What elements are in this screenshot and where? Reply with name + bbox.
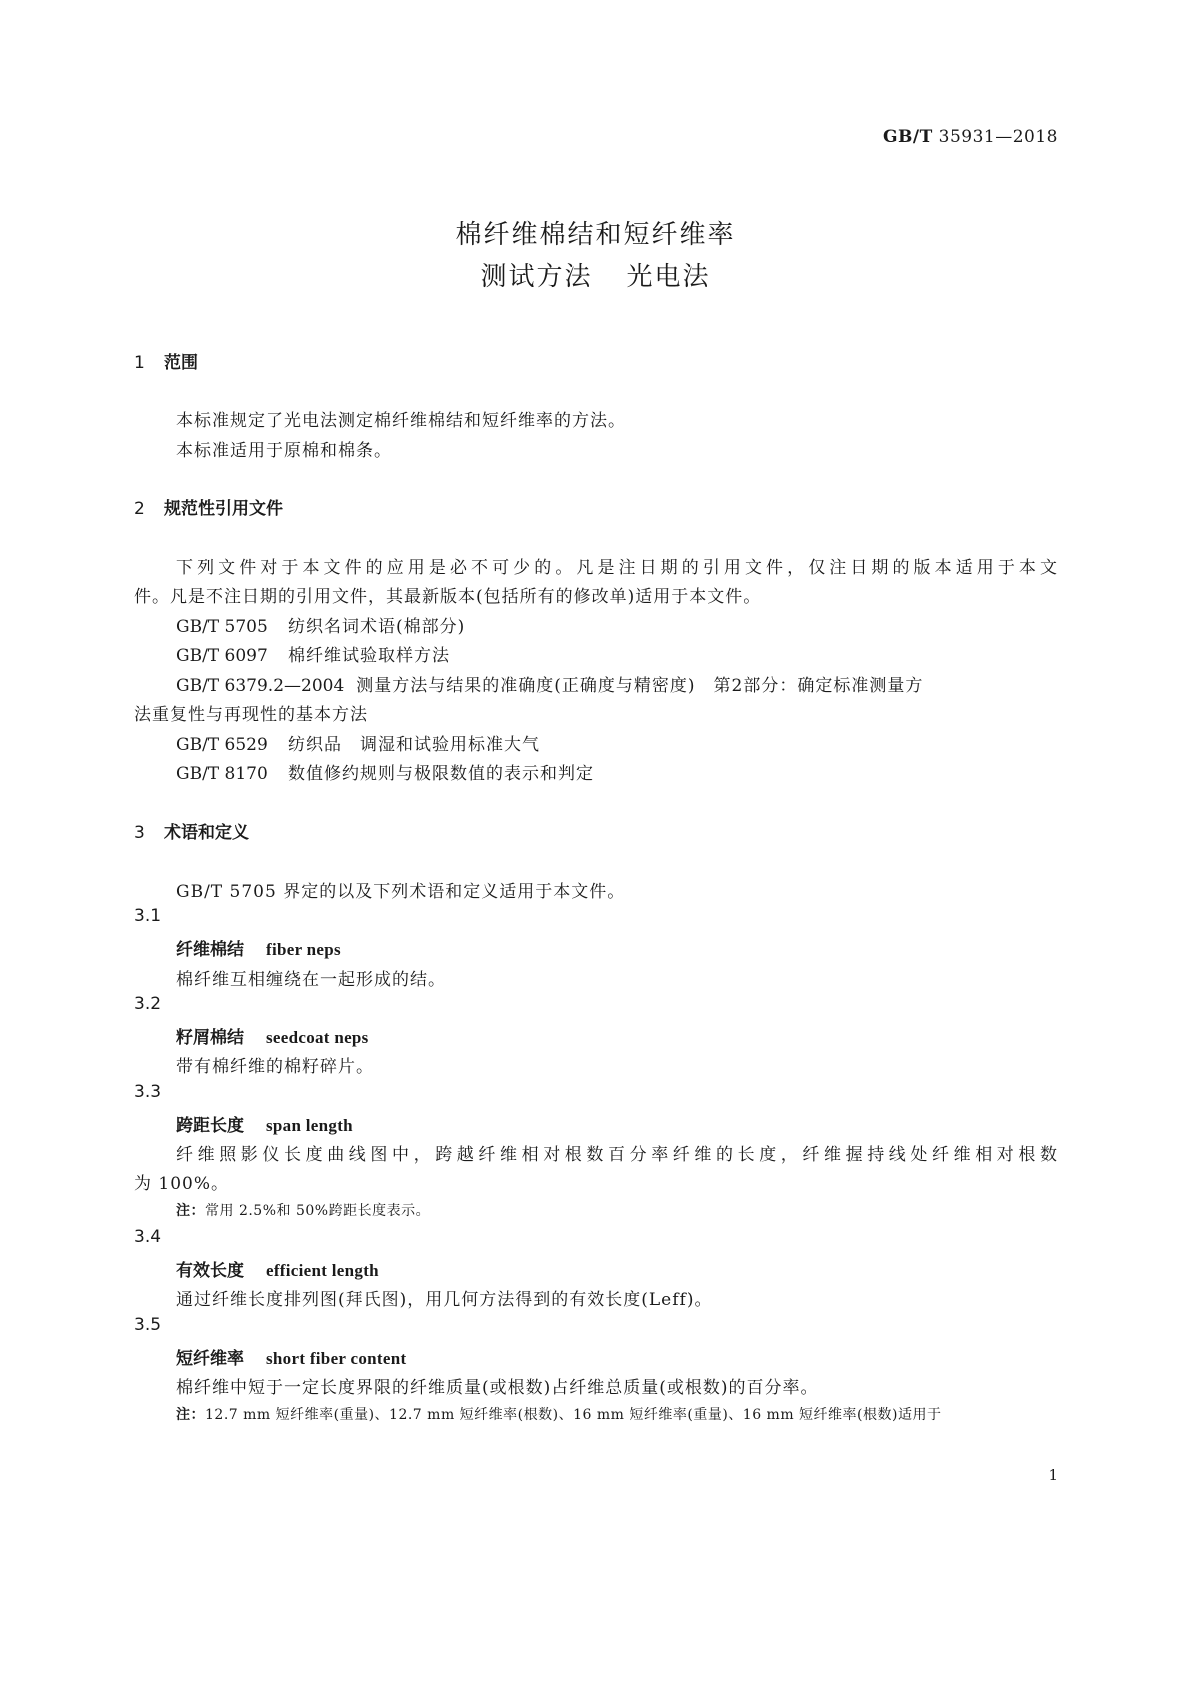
document-title-line2 <box>0 256 1191 293</box>
section-title: 规范性引用文件 <box>164 499 283 519</box>
term-zh: 有效长度 <box>176 1261 244 1281</box>
section-2-heading <box>134 494 283 519</box>
section-number: 1 <box>134 353 145 373</box>
section-3-heading <box>134 818 249 843</box>
s1-paragraph-1: 本标准规定了光电法测定棉纤维棉结和短纤维率的方法。 <box>176 411 626 431</box>
term-heading <box>176 1111 353 1136</box>
term-en: short fiber content <box>266 1349 407 1368</box>
reference-code: GB/T 6529 <box>176 735 268 755</box>
standard-code-prefix: GB/T <box>883 127 933 147</box>
reference-code: GB/T 6097 <box>176 646 268 666</box>
reference-title: 数值修约规则与极限数值的表示和判定 <box>288 764 594 784</box>
term-definition: 通过纤维长度排列图(拜氏图)，用几何方法得到的有效长度(Leff)。 <box>176 1290 713 1310</box>
section-number: 3 <box>134 823 145 843</box>
term-en: fiber neps <box>266 940 341 959</box>
s2-intro-line-2: 件。凡是不注日期的引用文件，其最新版本(包括所有的修改单)适用于本文件。 <box>134 587 762 607</box>
note-label: 注： <box>176 1407 205 1423</box>
term-heading <box>176 1256 379 1281</box>
term-definition: 带有棉纤维的棉籽碎片。 <box>176 1057 374 1077</box>
document-title-line1: 棉纤维棉结和短纤维率 <box>455 220 736 250</box>
reference-title: 测量方法与结果的准确度(正确度与精密度) 第2部分：确定标准测量方 <box>356 676 924 696</box>
section-title: 术语和定义 <box>164 823 249 843</box>
term-zh: 短纤维率 <box>176 1349 244 1369</box>
term-definition-line-1: 纤维照影仪长度曲线图中，跨越纤维相对根数百分率纤维的长度，纤维握持线处纤维相对根数 <box>176 1145 1058 1165</box>
term-number: 3.2 <box>134 994 162 1014</box>
term-heading <box>176 935 341 960</box>
reference-item <box>176 641 450 666</box>
section-number: 2 <box>134 499 145 519</box>
term-zh: 纤维棉结 <box>176 940 244 960</box>
reference-code: GB/T 8170 <box>176 764 268 784</box>
reference-code: GB/T 6379.2—2004 <box>176 676 345 696</box>
note-label: 注： <box>176 1203 205 1219</box>
reference-code: GB/T 5705 <box>176 617 268 637</box>
term-number: 3.4 <box>134 1227 162 1247</box>
section-title: 范围 <box>164 353 198 373</box>
term-zh: 跨距长度 <box>176 1116 244 1136</box>
term-definition: 棉纤维中短于一定长度界限的纤维质量(或根数)占纤维总质量(或根数)的百分率。 <box>176 1378 819 1398</box>
s3-intro: GB/T 5705 界定的以及下列术语和定义适用于本文件。 <box>176 882 626 902</box>
term-en: efficient length <box>266 1261 379 1280</box>
term-en: span length <box>266 1116 353 1135</box>
reference-title-continued: 法重复性与再现性的基本方法 <box>134 705 368 725</box>
reference-title: 纺织名词术语(棉部分) <box>288 617 466 637</box>
term-number: 3.1 <box>134 906 162 926</box>
reference-title: 纺织品 调湿和试验用标准大气 <box>288 735 540 755</box>
standard-code-number: 35931—2018 <box>938 127 1058 147</box>
term-heading <box>176 1344 406 1369</box>
note <box>176 1404 941 1424</box>
page-number: 1 <box>1048 1466 1058 1484</box>
reference-item <box>176 759 594 784</box>
term-definition-line-2: 为 100%。 <box>134 1174 230 1194</box>
standard-code <box>883 127 1058 147</box>
reference-item <box>176 671 923 696</box>
s2-intro-line-1: 下列文件对于本文件的应用是必不可少的。凡是注日期的引用文件，仅注日期的版本适用于本文 <box>176 558 1058 578</box>
s1-paragraph-2: 本标准适用于原棉和棉条。 <box>176 441 392 461</box>
term-heading <box>176 1023 369 1048</box>
section-1-heading <box>134 348 198 373</box>
reference-title: 棉纤维试验取样方法 <box>288 646 450 666</box>
reference-item <box>176 612 465 637</box>
term-zh: 籽屑棉结 <box>176 1028 244 1048</box>
term-definition: 棉纤维互相缠绕在一起形成的结。 <box>176 970 446 990</box>
note-text: 常用 2.5%和 50%跨距长度表示。 <box>205 1203 431 1219</box>
reference-item <box>176 730 540 755</box>
term-number: 3.5 <box>134 1315 162 1335</box>
term-number: 3.3 <box>134 1082 162 1102</box>
term-en: seedcoat neps <box>266 1028 369 1047</box>
title-part-b: 光电法 <box>626 262 711 292</box>
title-part-a: 测试方法 <box>480 262 593 292</box>
note <box>176 1200 430 1220</box>
note-text: 12.7 mm 短纤维率(重量)、12.7 mm 短纤维率(根数)、16 mm 短纤维率(重量)、16 mm 短纤维率(根数)适用于 <box>205 1407 942 1423</box>
